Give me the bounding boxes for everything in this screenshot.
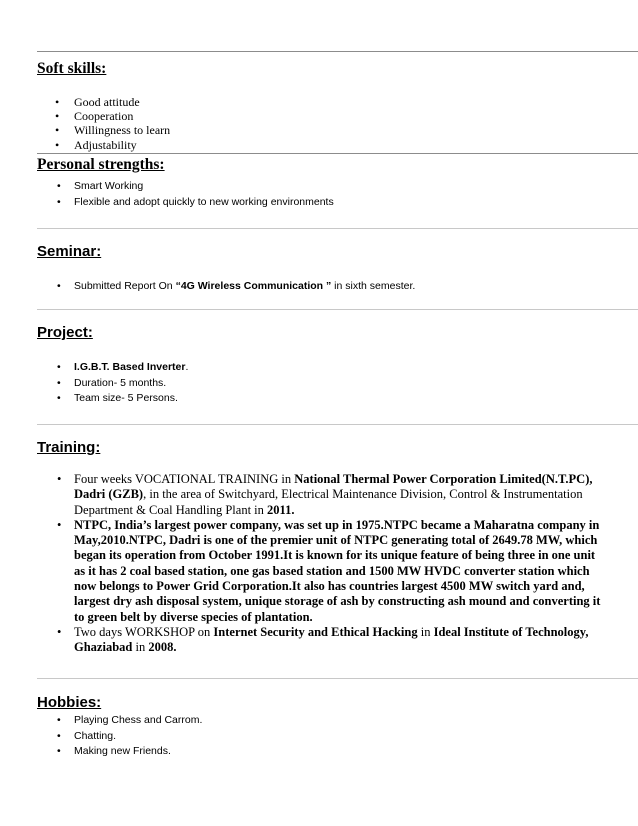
bullet-icon: • [57,729,61,742]
bullet-icon: • [57,361,61,373]
list-item: • Adjustability [55,137,137,152]
bullet-icon: • [57,376,61,389]
bullet-icon: • [57,745,61,757]
bullet-icon: • [57,517,62,532]
section-divider [37,678,638,679]
seminar-list [37,279,415,295]
personal-strengths-list [37,179,334,210]
list-item: • Two days WORKSHOP on Internet Security and Ethical Hacking in Ideal Institute of Technology, Ghaziabad in 2008. [57,624,589,655]
section-divider [37,228,638,229]
seminar-heading: Seminar: [37,243,102,260]
section-divider [37,424,638,425]
list-item: • Duration- 5 months. [37,376,188,392]
bullet-icon: • [57,195,61,208]
section-divider [37,153,638,154]
bullet-icon: • [55,137,60,152]
training-heading: Training: [37,439,101,456]
bullet-icon: • [57,472,62,486]
list-item: • Submitted Report On “4G Wireless Communication ” in sixth semester. [37,279,415,295]
list-item: • I.G.B.T. Based Inverter. [37,360,188,376]
project-list [37,360,188,407]
hobbies-heading: Hobbies: [37,694,102,711]
bullet-icon: • [57,180,61,192]
personal-strengths-heading: Personal strengths: [37,156,165,173]
top-divider [37,51,638,52]
project-heading: Project: [37,324,93,341]
list-item: • Flexible and adopt quickly to new working environments [37,195,334,211]
list-item: • Smart Working [37,179,334,195]
bullet-icon: • [57,714,61,726]
soft-skills-list [37,95,170,152]
section-divider [37,309,638,310]
list-item: • Cooperation [55,109,134,124]
soft-skills-heading: Soft skills: [37,60,107,77]
bullet-icon: • [57,280,61,292]
list-item: • Playing Chess and Carrom. [37,713,202,729]
list-item: • Willingness to learn [55,123,171,138]
hobbies-list [37,713,202,760]
list-item: • Four weeks VOCATIONAL TRAINING in National Thermal Power Corporation Limited(N.T.PC), Dadri (GZB), in the area of Switchyard, Electrical Maintenance Division, Control & Instrumentation Department & Coal Handling Plant in 2011. [57,472,593,517]
bullet-icon: • [55,95,60,109]
bullet-icon: • [55,123,60,138]
bullet-icon: • [57,392,61,404]
bullet-icon: • [57,624,62,639]
list-item: • Making new Friends. [37,744,202,760]
list-item: • Good attitude [55,95,140,109]
list-item: • Team size- 5 Persons. [37,391,188,407]
bullet-icon: • [55,109,60,124]
training-list [37,472,602,656]
list-item: • NTPC, India’s largest power company, was set up in 1975.NTPC became a Maharatna company in May,2010.NTPC, Dadri is one of the premier unit of NTPC generating total of 2649.78 MW, which began its operation from October 1991.It is known for its unique feature of being three in one unit as it has 2 coal based station, one gas based station and 1500 MW HVDC converter station which now belongs to Power Grid Corporation.It also has countries largest 4500 MW switch yard and, largest dry ash disposal system, unique storage of ash by constructing ash mound and converting it to green belt by diverse species of plantation. [57,517,601,624]
list-item: • Chatting. [37,729,202,745]
